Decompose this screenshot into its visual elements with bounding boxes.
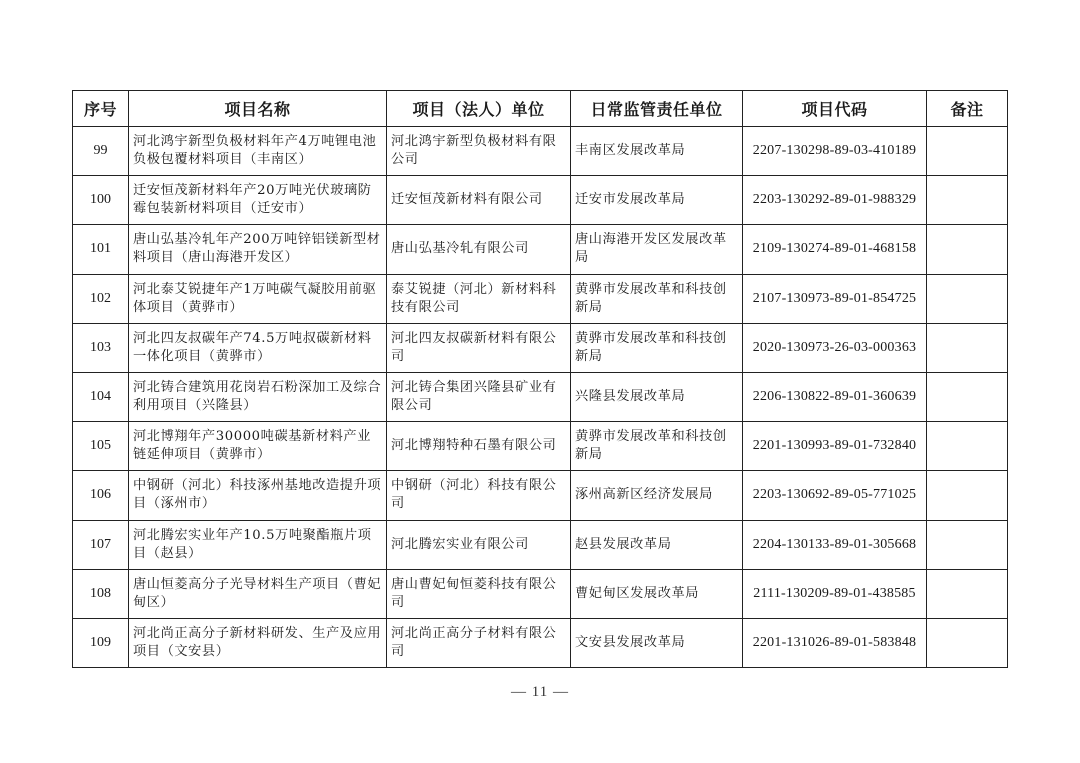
cell-supervisor-unit: 黄骅市发展改革和科技创新局 bbox=[571, 422, 743, 471]
cell-seq: 104 bbox=[73, 372, 129, 421]
cell-project-code: 2204-130133-89-01-305668 bbox=[743, 520, 927, 569]
cell-legal-unit: 迁安恒茂新材料有限公司 bbox=[387, 176, 571, 225]
cell-legal-unit: 河北四友叔碳新材料有限公司 bbox=[387, 323, 571, 372]
cell-note bbox=[927, 520, 1008, 569]
cell-legal-unit: 中钢研（河北）科技有限公司 bbox=[387, 471, 571, 520]
cell-seq: 108 bbox=[73, 569, 129, 618]
cell-seq: 100 bbox=[73, 176, 129, 225]
cell-project-name: 河北铸合建筑用花岗岩石粉深加工及综合利用项目（兴隆县） bbox=[129, 372, 387, 421]
cell-note bbox=[927, 176, 1008, 225]
cell-note bbox=[927, 225, 1008, 274]
cell-project-code: 2201-130993-89-01-732840 bbox=[743, 422, 927, 471]
cell-note bbox=[927, 274, 1008, 323]
cell-project-name: 河北四友叔碳年产74.5万吨叔碳新材料一体化项目（黄骅市） bbox=[129, 323, 387, 372]
cell-seq: 99 bbox=[73, 127, 129, 176]
header-seq: 序号 bbox=[73, 91, 129, 127]
cell-project-name: 河北尚正高分子新材料研发、生产及应用项目（文安县） bbox=[129, 618, 387, 667]
header-note: 备注 bbox=[927, 91, 1008, 127]
cell-supervisor-unit: 迁安市发展改革局 bbox=[571, 176, 743, 225]
cell-supervisor-unit: 曹妃甸区发展改革局 bbox=[571, 569, 743, 618]
cell-seq: 109 bbox=[73, 618, 129, 667]
header-legal-unit: 项目（法人）单位 bbox=[387, 91, 571, 127]
cell-legal-unit: 河北腾宏实业有限公司 bbox=[387, 520, 571, 569]
table-row bbox=[73, 127, 1008, 176]
cell-legal-unit: 泰艾锐捷（河北）新材料科技有限公司 bbox=[387, 274, 571, 323]
cell-legal-unit: 河北尚正高分子材料有限公司 bbox=[387, 618, 571, 667]
cell-supervisor-unit: 赵县发展改革局 bbox=[571, 520, 743, 569]
table-row bbox=[73, 372, 1008, 421]
cell-project-code: 2207-130298-89-03-410189 bbox=[743, 127, 927, 176]
cell-project-name: 河北鸿宇新型负极材料年产4万吨锂电池负极包覆材料项目（丰南区） bbox=[129, 127, 387, 176]
cell-supervisor-unit: 丰南区发展改革局 bbox=[571, 127, 743, 176]
project-table bbox=[72, 90, 1008, 668]
table-row bbox=[73, 569, 1008, 618]
cell-note bbox=[927, 471, 1008, 520]
cell-note bbox=[927, 422, 1008, 471]
cell-seq: 101 bbox=[73, 225, 129, 274]
cell-note bbox=[927, 323, 1008, 372]
cell-project-code: 2201-131026-89-01-583848 bbox=[743, 618, 927, 667]
cell-project-name: 河北泰艾锐捷年产1万吨碳气凝胶用前驱体项目（黄骅市） bbox=[129, 274, 387, 323]
cell-note bbox=[927, 618, 1008, 667]
cell-seq: 102 bbox=[73, 274, 129, 323]
table-row bbox=[73, 618, 1008, 667]
header-project-code: 项目代码 bbox=[743, 91, 927, 127]
table-row bbox=[73, 274, 1008, 323]
cell-project-code: 2203-130692-89-05-771025 bbox=[743, 471, 927, 520]
cell-note bbox=[927, 372, 1008, 421]
cell-project-name: 唐山恒菱高分子光导材料生产项目（曹妃甸区） bbox=[129, 569, 387, 618]
cell-seq: 103 bbox=[73, 323, 129, 372]
cell-legal-unit: 河北博翔特种石墨有限公司 bbox=[387, 422, 571, 471]
cell-note bbox=[927, 127, 1008, 176]
cell-supervisor-unit: 黄骅市发展改革和科技创新局 bbox=[571, 323, 743, 372]
table-row bbox=[73, 471, 1008, 520]
cell-project-name: 迁安恒茂新材料年产20万吨光伏玻璃防霉包装新材料项目（迁安市） bbox=[129, 176, 387, 225]
table-row bbox=[73, 225, 1008, 274]
cell-supervisor-unit: 涿州高新区经济发展局 bbox=[571, 471, 743, 520]
cell-project-code: 2203-130292-89-01-988329 bbox=[743, 176, 927, 225]
cell-project-name: 中钢研（河北）科技涿州基地改造提升项目（涿州市） bbox=[129, 471, 387, 520]
cell-project-code: 2111-130209-89-01-438585 bbox=[743, 569, 927, 618]
cell-project-code: 2109-130274-89-01-468158 bbox=[743, 225, 927, 274]
cell-legal-unit: 唐山弘基冷轧有限公司 bbox=[387, 225, 571, 274]
header-project-name: 项目名称 bbox=[129, 91, 387, 127]
cell-project-code: 2107-130973-89-01-854725 bbox=[743, 274, 927, 323]
table-row bbox=[73, 422, 1008, 471]
cell-legal-unit: 唐山曹妃甸恒菱科技有限公司 bbox=[387, 569, 571, 618]
cell-project-code: 2020-130973-26-03-000363 bbox=[743, 323, 927, 372]
cell-project-name: 唐山弘基冷轧年产200万吨锌铝镁新型材料项目（唐山海港开发区） bbox=[129, 225, 387, 274]
table-header-row bbox=[73, 91, 1008, 127]
table-row bbox=[73, 520, 1008, 569]
cell-supervisor-unit: 黄骅市发展改革和科技创新局 bbox=[571, 274, 743, 323]
cell-legal-unit: 河北鸿宇新型负极材料有限公司 bbox=[387, 127, 571, 176]
project-table-container bbox=[72, 90, 1007, 668]
cell-supervisor-unit: 文安县发展改革局 bbox=[571, 618, 743, 667]
cell-legal-unit: 河北铸合集团兴隆县矿业有限公司 bbox=[387, 372, 571, 421]
header-supervisor-unit: 日常监管责任单位 bbox=[571, 91, 743, 127]
cell-project-code: 2206-130822-89-01-360639 bbox=[743, 372, 927, 421]
cell-seq: 107 bbox=[73, 520, 129, 569]
cell-seq: 105 bbox=[73, 422, 129, 471]
cell-project-name: 河北博翔年产30000吨碳基新材料产业链延伸项目（黄骅市） bbox=[129, 422, 387, 471]
cell-seq: 106 bbox=[73, 471, 129, 520]
cell-supervisor-unit: 兴隆县发展改革局 bbox=[571, 372, 743, 421]
table-row bbox=[73, 176, 1008, 225]
page-number: — 11 — bbox=[511, 684, 569, 700]
cell-note bbox=[927, 569, 1008, 618]
table-row bbox=[73, 323, 1008, 372]
cell-project-name: 河北腾宏实业年产10.5万吨聚酯瓶片项目（赵县） bbox=[129, 520, 387, 569]
cell-supervisor-unit: 唐山海港开发区发展改革局 bbox=[571, 225, 743, 274]
